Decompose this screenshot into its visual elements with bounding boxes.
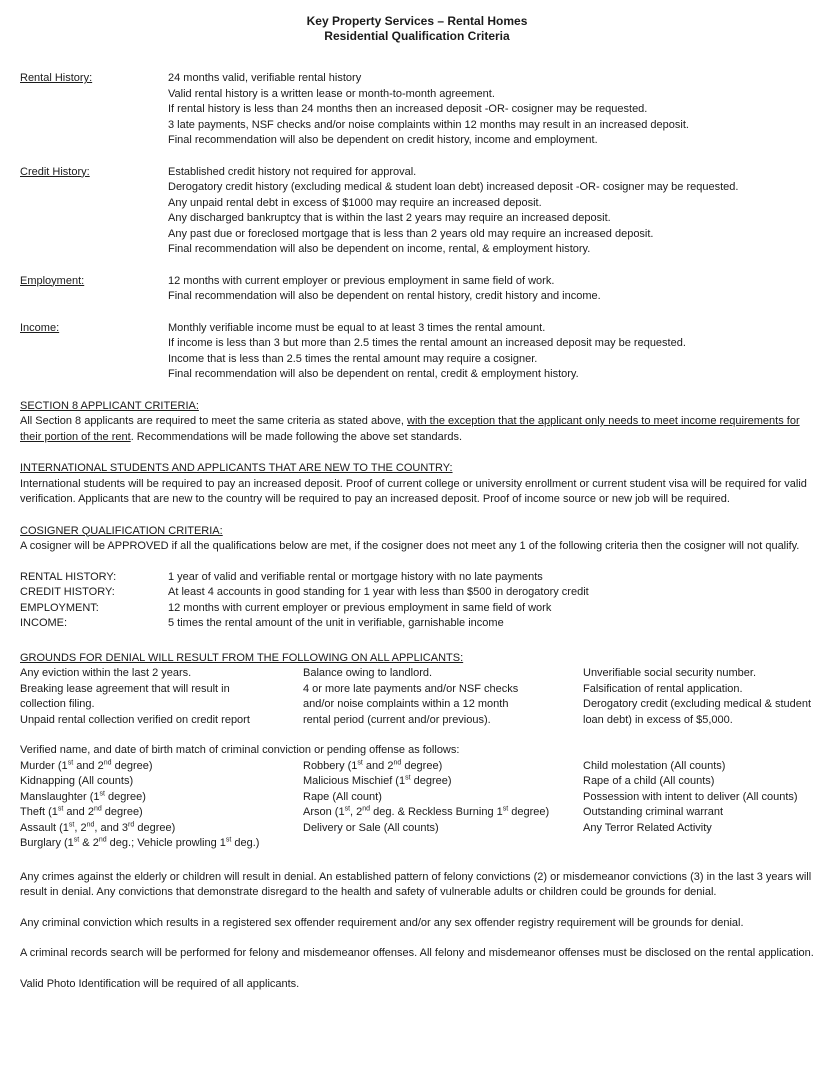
rental-history-line: Final recommendation will also be dependent on credit history, income and employment. — [168, 134, 598, 146]
offense-item: Murder (1st and 2nd degree) — [20, 758, 153, 772]
section8-paragraph — [20, 414, 814, 445]
rental-history-body — [168, 71, 814, 149]
offense-item: Manslaughter (1st degree) — [20, 789, 146, 803]
criminal-intro: Verified name, and date of birth match of criminal conviction or pending offense as follows: — [20, 744, 460, 756]
denial-columns — [20, 666, 814, 728]
section8-criteria — [20, 399, 814, 446]
title-line-2: Residential Qualification Criteria — [324, 29, 510, 43]
denial-item: 4 or more late payments and/or NSF checks — [303, 682, 519, 695]
offense-item: Assault (1st, 2nd, and 3rd degree) — [20, 820, 176, 834]
income-line: Monthly verifiable income must be equal to at least 3 times the rental amount. — [168, 321, 546, 334]
offense-item: Rape (All count) — [303, 790, 382, 803]
cosigner-employment-label: EMPLOYMENT: — [20, 601, 99, 614]
denial-item: loan debt) in excess of $5,000. — [583, 713, 733, 726]
paragraph-criminal-records-search: A criminal records search will be performed for felony and misdemeanor offenses. All felony and misdemeanor offenses must be disclosed on the rental application. — [20, 947, 814, 959]
denial-column-3 — [583, 666, 814, 728]
rental-history-line: 3 late payments, NSF checks and/or noise complaints within 12 months may result in an increased deposit. — [168, 118, 689, 131]
offense-item: Rape of a child (All counts) — [583, 775, 715, 787]
offense-item: Any Terror Related Activity — [583, 821, 712, 834]
income-label: Income: — [20, 321, 60, 334]
income-line: Final recommendation will also be dependent on rental, credit & employment history. — [168, 368, 579, 380]
denial-item: collection filing. — [20, 698, 95, 710]
denial-item: rental period (current and/or previous). — [303, 713, 491, 726]
rental-history-section — [20, 71, 814, 149]
employment-line: Final recommendation will also be dependent on rental history, credit history and income. — [168, 290, 601, 302]
cosigner-rental-history-row — [20, 570, 814, 586]
offense-item: Outstanding criminal warrant — [583, 806, 724, 818]
cosigner-intro: A cosigner will be APPROVED if all the qualifications below are met, if the cosigner does not meet any 1 of the following criteria then the cosigner will not qualify. — [20, 540, 800, 552]
criminal-offenses — [20, 743, 814, 852]
denial-item: Unverifiable social security number. — [583, 667, 757, 679]
cosigner-requirements — [20, 570, 814, 632]
criminal-columns — [20, 759, 814, 852]
cosigner-income-text: 5 times the rental amount of the unit in verifiable, garnishable income — [168, 617, 504, 629]
criminal-column-2 — [303, 759, 583, 852]
credit-history-line: Final recommendation will also be dependent on income, rental, & employment history. — [168, 243, 591, 255]
international-heading: INTERNATIONAL STUDENTS AND APPLICANTS THAT ARE NEW TO THE COUNTRY: — [20, 462, 453, 474]
credit-history-line: Any unpaid rental debt in excess of $1000 may require an increased deposit. — [168, 196, 542, 209]
cosigner-credit-history-label: CREDIT HISTORY: — [20, 586, 115, 598]
income-body — [168, 321, 814, 383]
section8-text-before: All Section 8 applicants are required to meet the same criteria as stated above, — [20, 415, 408, 427]
cosigner-heading: COSIGNER QUALIFICATION CRITERIA: — [20, 524, 223, 537]
credit-history-line: Derogatory credit history (excluding medical & student loan debt) increased deposit -OR- cosigner may be requested. — [168, 181, 739, 193]
credit-history-section — [20, 165, 814, 258]
denial-item: Balance owing to landlord. — [303, 667, 433, 679]
rental-history-line: Valid rental history is a written lease or month-to-month agreement. — [168, 87, 495, 100]
paragraph-sex-offender-denial: Any criminal conviction which results in a registered sex offender requirement and/or any sex offender registry requirement will be grounds for denial. — [20, 916, 744, 929]
employment-line: 12 months with current employer or previous employment in same field of work. — [168, 274, 555, 287]
title-line-1: Key Property Services – Rental Homes — [306, 14, 528, 28]
rental-history-label: Rental History: — [20, 72, 93, 84]
offense-item: Malicious Mischief (1st degree) — [303, 774, 452, 787]
denial-item: and/or noise complaints within a 12 month — [303, 698, 509, 710]
offense-item: Robbery (1st and 2nd degree) — [303, 758, 443, 772]
offense-item: Theft (1st and 2nd degree) — [20, 805, 143, 818]
cosigner-rental-history-label: RENTAL HISTORY: — [20, 570, 117, 583]
income-line: If income is less than 3 but more than 2.5 times the rental amount an increased deposit may be requested. — [168, 337, 686, 349]
criminal-column-1 — [20, 759, 303, 852]
cosigner-rental-history-text: 1 year of valid and verifiable rental or mortgage history with no late payments — [168, 570, 543, 583]
employment-label: Employment: — [20, 274, 85, 287]
offense-item: Kidnapping (All counts) — [20, 775, 134, 787]
offense-item: Child molestation (All counts) — [583, 759, 726, 772]
cosigner-employment-text: 12 months with current employer or previous employment in same field of work — [168, 601, 552, 614]
offense-item: Burglary (1st & 2nd deg.; Vehicle prowling 1st deg.) — [20, 836, 260, 849]
income-section — [20, 321, 814, 383]
credit-history-line: Any discharged bankruptcy that is within the last 2 years may require an increased deposit. — [168, 212, 611, 224]
international-paragraph: International students will be required to pay an increased deposit. Proof of current college or university enrollment or current student visa will be required for valid verification. Applicants that are new to the country will be required to pay an increased deposit. Proof of income source or new job will be required. — [20, 477, 807, 505]
cosigner-criteria — [20, 524, 814, 632]
denial-item: Breaking lease agreement that will result in — [20, 682, 230, 695]
grounds-for-denial — [20, 651, 814, 729]
denial-column-2 — [303, 666, 583, 728]
cosigner-credit-history-text: At least 4 accounts in good standing for 1 year with less than $500 in derogatory credit — [168, 586, 589, 598]
denial-item: Any eviction within the last 2 years. — [20, 667, 192, 679]
section8-text-after: . Recommendations will be made following the above set standards. — [130, 430, 463, 443]
offense-item: Possession with intent to deliver (All counts) — [583, 790, 798, 803]
income-line: Income that is less than 2.5 times the rental amount may require a cosigner. — [168, 352, 538, 365]
denial-heading: GROUNDS FOR DENIAL WILL RESULT FROM THE FOLLOWING ON ALL APPLICANTS: — [20, 651, 464, 664]
credit-history-label: Credit History: — [20, 165, 90, 178]
section8-heading: SECTION 8 APPLICANT CRITERIA: — [20, 399, 199, 412]
cosigner-employment-row — [20, 601, 814, 617]
denial-column-1 — [20, 666, 303, 728]
document-title — [20, 14, 814, 44]
cosigner-income-label: INCOME: — [20, 617, 68, 629]
credit-history-line: Any past due or foreclosed mortgage that is less than 2 years old may require an increased deposit. — [168, 227, 654, 240]
international-students-criteria — [20, 461, 814, 508]
employment-section — [20, 274, 814, 305]
rental-history-line: 24 months valid, verifiable rental history — [168, 72, 362, 84]
cosigner-income-row — [20, 616, 814, 632]
rental-history-line: If rental history is less than 24 months then an increased deposit -OR- cosigner may be requested. — [168, 103, 648, 115]
credit-history-line: Established credit history not required for approval. — [168, 165, 417, 178]
section8-text-underlined: with the exception that the applicant only needs to meet income requirements for their portion of the rent — [20, 415, 800, 443]
criminal-column-3 — [583, 759, 814, 852]
offense-item: Arson (1st, 2nd deg. & Reckless Burning 1st degree) — [303, 805, 550, 818]
paragraph-elderly-children-denial: Any crimes against the elderly or children will result in denial. An established pattern of felony convictions (2) or misdemeanor convictions (3) in the last 3 years will result in denial. Any convictions that demonstrate disregard to the health and safety of vulnerable adults or children could be grounds for denial. — [20, 870, 812, 898]
cosigner-credit-history-row — [20, 585, 814, 601]
denial-item: Unpaid rental collection verified on credit report — [20, 713, 250, 726]
denial-item: Falsification of rental application. — [583, 682, 743, 695]
credit-history-body — [168, 165, 814, 258]
employment-body — [168, 274, 814, 305]
paragraph-photo-identification: Valid Photo Identification will be required of all applicants. — [20, 977, 300, 990]
denial-item: Derogatory credit (excluding medical & student — [583, 698, 812, 710]
offense-item: Delivery or Sale (All counts) — [303, 821, 439, 834]
